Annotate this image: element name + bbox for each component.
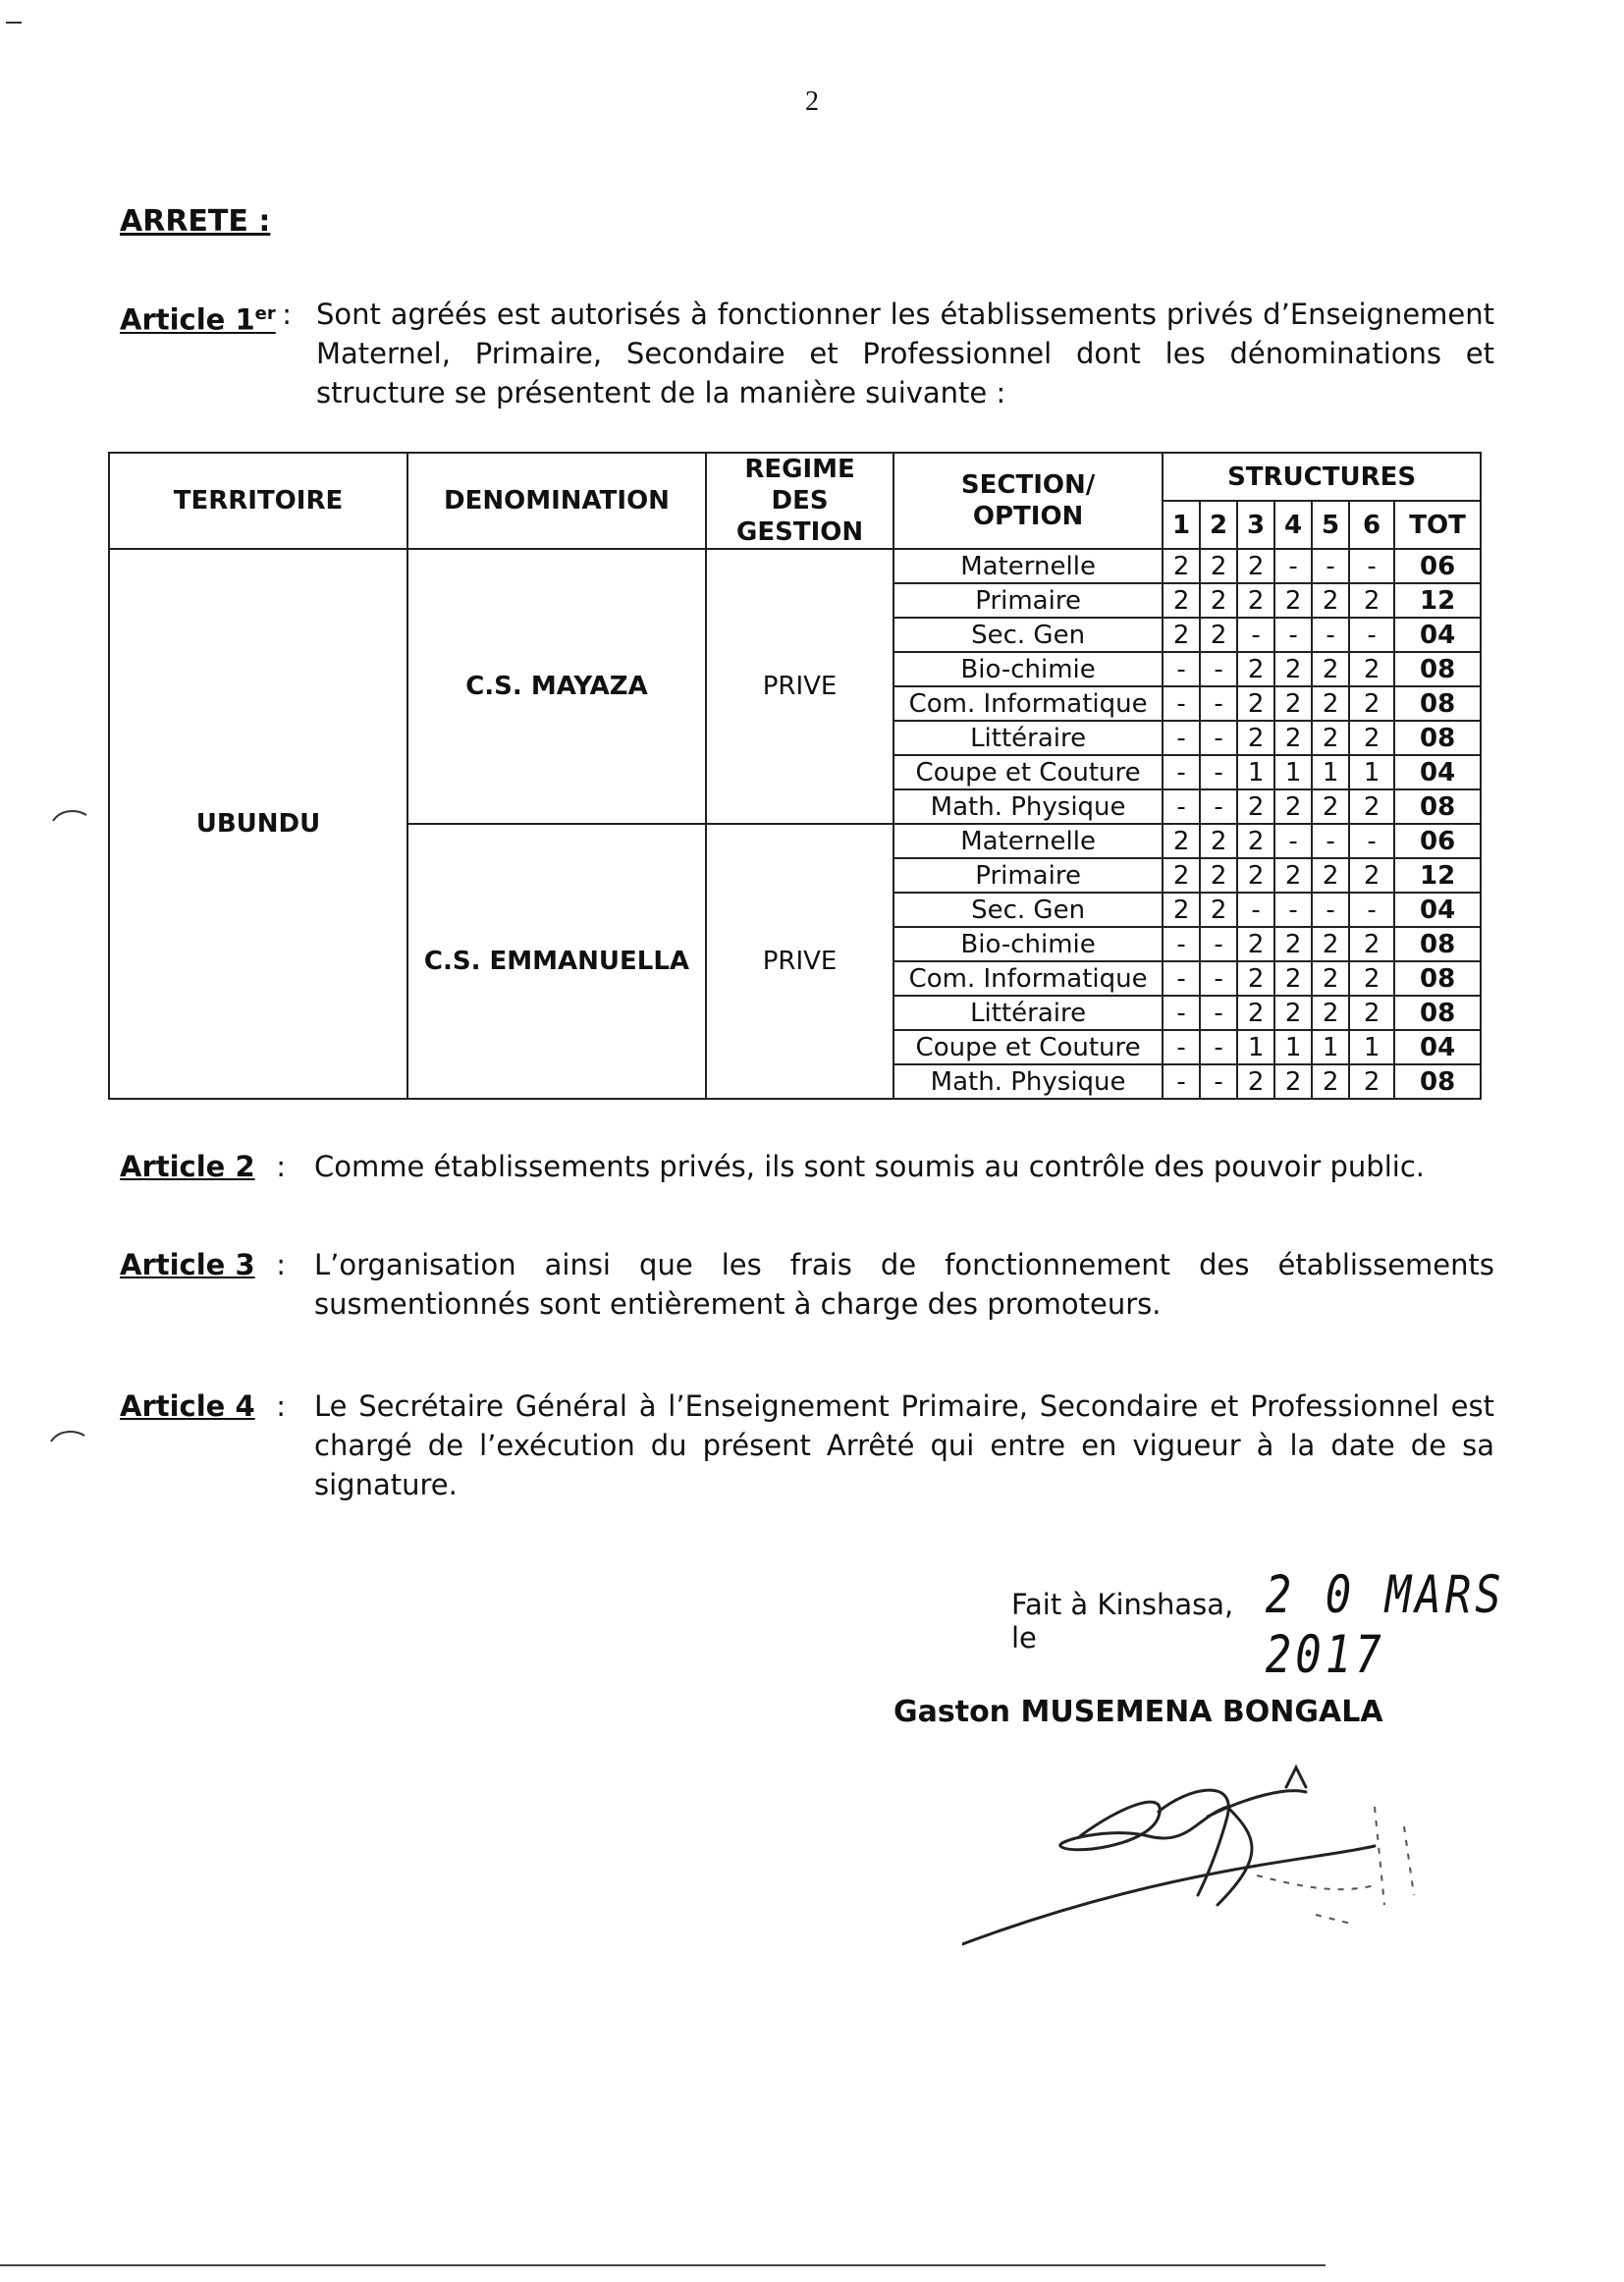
structure-value-cell: 2 (1312, 858, 1349, 893)
structure-value-cell: 1 (1237, 1030, 1274, 1064)
option-cell: Bio-chimie (893, 652, 1163, 686)
structure-value-cell: - (1200, 927, 1237, 961)
structure-value-cell: 2 (1349, 858, 1394, 893)
structure-value-cell: 2 (1200, 824, 1237, 858)
structure-value-cell: 2 (1349, 996, 1394, 1030)
structure-value-cell: - (1237, 618, 1274, 652)
option-cell: Primaire (893, 858, 1163, 893)
article-3-text: L’organisation ainsi que les frais de fonctionnement des établissements susmentionnés sont entièrement à charge des promoteurs. (314, 1248, 1494, 1321)
total-cell: 08 (1394, 1064, 1481, 1099)
structure-value-cell: 2 (1349, 721, 1394, 755)
structure-value-cell: - (1200, 686, 1237, 721)
structure-value-cell: 2 (1274, 686, 1312, 721)
header-col-5: 5 (1312, 501, 1349, 549)
date-stamp: 2 0 MARS 2017 (1265, 1564, 1505, 1686)
structure-value-cell: - (1312, 549, 1349, 583)
structure-value-cell: 2 (1349, 652, 1394, 686)
option-cell: Math. Physique (893, 789, 1163, 824)
total-cell: 08 (1394, 721, 1481, 755)
article-2-colon: : (267, 1150, 286, 1183)
structure-value-cell: - (1163, 721, 1200, 755)
structure-value-cell: 2 (1274, 961, 1312, 996)
structure-value-cell: - (1349, 549, 1394, 583)
article-1 (120, 295, 1494, 412)
structure-value-cell: 2 (1312, 721, 1349, 755)
structure-value-cell: - (1274, 824, 1312, 858)
structure-value-cell: 1 (1274, 1030, 1312, 1064)
option-cell: Math. Physique (893, 1064, 1163, 1099)
structure-value-cell: - (1274, 618, 1312, 652)
structure-value-cell: 1 (1349, 755, 1394, 789)
structure-value-cell: - (1163, 652, 1200, 686)
structure-value-cell: - (1312, 618, 1349, 652)
article-1-text: Sont agréés est autorisés à fonctionner les établissements privés d’Enseignement Maternel, Primaire, Secondaire et Professionnel dont les dénominations et structure se présentent de la manière suivante : (316, 298, 1494, 409)
denomination-cell: C.S. EMMANUELLA (407, 824, 706, 1099)
structure-value-cell: 2 (1200, 583, 1237, 618)
article-2 (120, 1147, 1494, 1186)
article-3-colon: : (267, 1248, 286, 1281)
structure-value-cell: 2 (1274, 652, 1312, 686)
total-cell: 12 (1394, 583, 1481, 618)
structure-value-cell: 2 (1312, 789, 1349, 824)
structure-value-cell: - (1274, 549, 1312, 583)
header-col-4: 4 (1274, 501, 1312, 549)
structure-value-cell: - (1163, 927, 1200, 961)
structure-value-cell: 1 (1312, 755, 1349, 789)
total-cell: 08 (1394, 686, 1481, 721)
structure-value-cell: - (1163, 755, 1200, 789)
article-4 (120, 1386, 1494, 1504)
structure-value-cell: 2 (1312, 961, 1349, 996)
denomination-cell: C.S. MAYAZA (407, 549, 706, 824)
structure-value-cell: - (1349, 824, 1394, 858)
article-4-label: Article 4 (120, 1389, 255, 1423)
header-denomination: DENOMINATION (407, 453, 706, 549)
structure-value-cell: 2 (1237, 1064, 1274, 1099)
handwritten-signature (962, 1748, 1473, 1983)
structure-value-cell: 2 (1237, 721, 1274, 755)
structure-value-cell: 2 (1312, 1064, 1349, 1099)
structure-value-cell: 2 (1237, 858, 1274, 893)
structure-value-cell: - (1200, 652, 1237, 686)
option-cell: Maternelle (893, 549, 1163, 583)
arrete-heading: ARRETE : (120, 204, 271, 239)
structure-value-cell: 2 (1312, 583, 1349, 618)
header-col-2: 2 (1200, 501, 1237, 549)
structure-value-cell: 2 (1274, 996, 1312, 1030)
article-2-label: Article 2 (120, 1150, 255, 1183)
structure-value-cell: - (1200, 1064, 1237, 1099)
structure-value-cell: - (1163, 961, 1200, 996)
structure-value-cell: 2 (1163, 583, 1200, 618)
structure-value-cell: 2 (1349, 686, 1394, 721)
header-col-6: 6 (1349, 501, 1394, 549)
structure-value-cell: 2 (1274, 789, 1312, 824)
structure-value-cell: 2 (1274, 927, 1312, 961)
header-section-option: SECTION/ OPTION (893, 453, 1163, 549)
structure-value-cell: 2 (1237, 686, 1274, 721)
structure-value-cell: - (1200, 961, 1237, 996)
structure-value-cell: 2 (1200, 893, 1237, 927)
structure-value-cell: - (1200, 1030, 1237, 1064)
option-cell: Com. Informatique (893, 686, 1163, 721)
structure-value-cell: - (1312, 893, 1349, 927)
structure-value-cell: - (1163, 996, 1200, 1030)
header-regime: REGIME DES GESTION (706, 453, 893, 549)
structure-value-cell: 2 (1237, 789, 1274, 824)
option-cell: Com. Informatique (893, 961, 1163, 996)
structure-value-cell: 2 (1163, 858, 1200, 893)
structure-value-cell: - (1200, 789, 1237, 824)
signatory-name: Gaston MUSEMENA BONGALA (893, 1695, 1383, 1729)
bottom-rule (0, 2264, 1326, 2266)
structure-value-cell: 2 (1274, 858, 1312, 893)
structure-value-cell: - (1237, 893, 1274, 927)
structure-value-cell: 2 (1237, 961, 1274, 996)
structure-value-cell: 2 (1349, 789, 1394, 824)
option-cell: Coupe et Couture (893, 755, 1163, 789)
header-col-1: 1 (1163, 501, 1200, 549)
option-cell: Bio-chimie (893, 927, 1163, 961)
margin-mark-2 (49, 1426, 88, 1445)
territoire-cell: UBUNDU (109, 549, 407, 1099)
structure-value-cell: - (1312, 824, 1349, 858)
structure-value-cell: 1 (1312, 1030, 1349, 1064)
option-cell: Littéraire (893, 721, 1163, 755)
corner-mark (6, 22, 22, 24)
closing-place-date (1011, 1564, 1624, 1686)
header-structures: STRUCTURES (1163, 453, 1481, 501)
structure-value-cell: 2 (1349, 583, 1394, 618)
structure-value-cell: 2 (1163, 824, 1200, 858)
option-cell: Coupe et Couture (893, 1030, 1163, 1064)
structure-value-cell: 2 (1349, 927, 1394, 961)
structure-value-cell: - (1349, 893, 1394, 927)
structure-value-cell: 1 (1274, 755, 1312, 789)
article-2-text: Comme établissements privés, ils sont soumis au contrôle des pouvoir public. (314, 1150, 1425, 1183)
article-3-label: Article 3 (120, 1248, 255, 1281)
page-number: 2 (805, 86, 819, 117)
structure-value-cell: 2 (1237, 996, 1274, 1030)
structure-value-cell: 2 (1237, 824, 1274, 858)
structure-value-cell: 2 (1237, 549, 1274, 583)
structure-value-cell: 2 (1200, 858, 1237, 893)
total-cell: 08 (1394, 961, 1481, 996)
total-cell: 04 (1394, 755, 1481, 789)
structure-value-cell: 2 (1200, 618, 1237, 652)
option-cell: Littéraire (893, 996, 1163, 1030)
article-4-text: Le Secrétaire Général à l’Enseignement Primaire, Secondaire et Professionnel est chargé de l’exécution du présent Arrêté qui entre en vigueur à la date de sa signature. (314, 1389, 1494, 1501)
structure-value-cell: - (1163, 1064, 1200, 1099)
structure-value-cell: - (1163, 1030, 1200, 1064)
header-col-7: TOT (1394, 501, 1481, 549)
article-3 (120, 1245, 1494, 1324)
article-1-label: Article 1er (120, 302, 276, 337)
structure-value-cell: - (1200, 996, 1237, 1030)
structure-value-cell: 2 (1274, 1064, 1312, 1099)
structure-value-cell: 1 (1349, 1030, 1394, 1064)
header-territoire: TERRITOIRE (109, 453, 407, 549)
structure-value-cell: - (1274, 893, 1312, 927)
structure-value-cell: - (1163, 789, 1200, 824)
structure-value-cell: 2 (1312, 927, 1349, 961)
option-cell: Primaire (893, 583, 1163, 618)
structure-value-cell: 2 (1349, 1064, 1394, 1099)
header-col-3: 3 (1237, 501, 1274, 549)
structure-value-cell: 2 (1312, 996, 1349, 1030)
structure-value-cell: 2 (1274, 721, 1312, 755)
structure-value-cell: - (1200, 721, 1237, 755)
regime-cell: PRIVE (706, 824, 893, 1099)
total-cell: 12 (1394, 858, 1481, 893)
total-cell: 08 (1394, 789, 1481, 824)
structure-value-cell: 2 (1200, 549, 1237, 583)
option-cell: Maternelle (893, 824, 1163, 858)
structure-value-cell: 2 (1274, 583, 1312, 618)
option-cell: Sec. Gen (893, 618, 1163, 652)
closing-place: Fait à Kinshasa, le (1011, 1588, 1234, 1655)
total-cell: 08 (1394, 652, 1481, 686)
margin-mark-1 (51, 805, 90, 825)
structure-value-cell: 2 (1237, 583, 1274, 618)
regime-cell: PRIVE (706, 549, 893, 824)
total-cell: 04 (1394, 893, 1481, 927)
option-cell: Sec. Gen (893, 893, 1163, 927)
structure-value-cell: - (1200, 755, 1237, 789)
structure-value-cell: - (1163, 686, 1200, 721)
structures-table (108, 452, 1482, 1100)
total-cell: 08 (1394, 927, 1481, 961)
structure-value-cell: 2 (1312, 652, 1349, 686)
structure-value-cell: 2 (1349, 961, 1394, 996)
total-cell: 04 (1394, 1030, 1481, 1064)
total-cell: 06 (1394, 824, 1481, 858)
structure-value-cell: 2 (1237, 927, 1274, 961)
article-1-colon: : (273, 298, 292, 331)
structure-value-cell: - (1349, 618, 1394, 652)
structure-value-cell: 1 (1237, 755, 1274, 789)
total-cell: 06 (1394, 549, 1481, 583)
total-cell: 04 (1394, 618, 1481, 652)
structure-value-cell: 2 (1163, 893, 1200, 927)
structure-value-cell: 2 (1312, 686, 1349, 721)
structure-value-cell: 2 (1163, 549, 1200, 583)
table-row (109, 549, 1481, 583)
total-cell: 08 (1394, 996, 1481, 1030)
structure-value-cell: 2 (1163, 618, 1200, 652)
structure-value-cell: 2 (1237, 652, 1274, 686)
article-4-colon: : (267, 1389, 286, 1423)
